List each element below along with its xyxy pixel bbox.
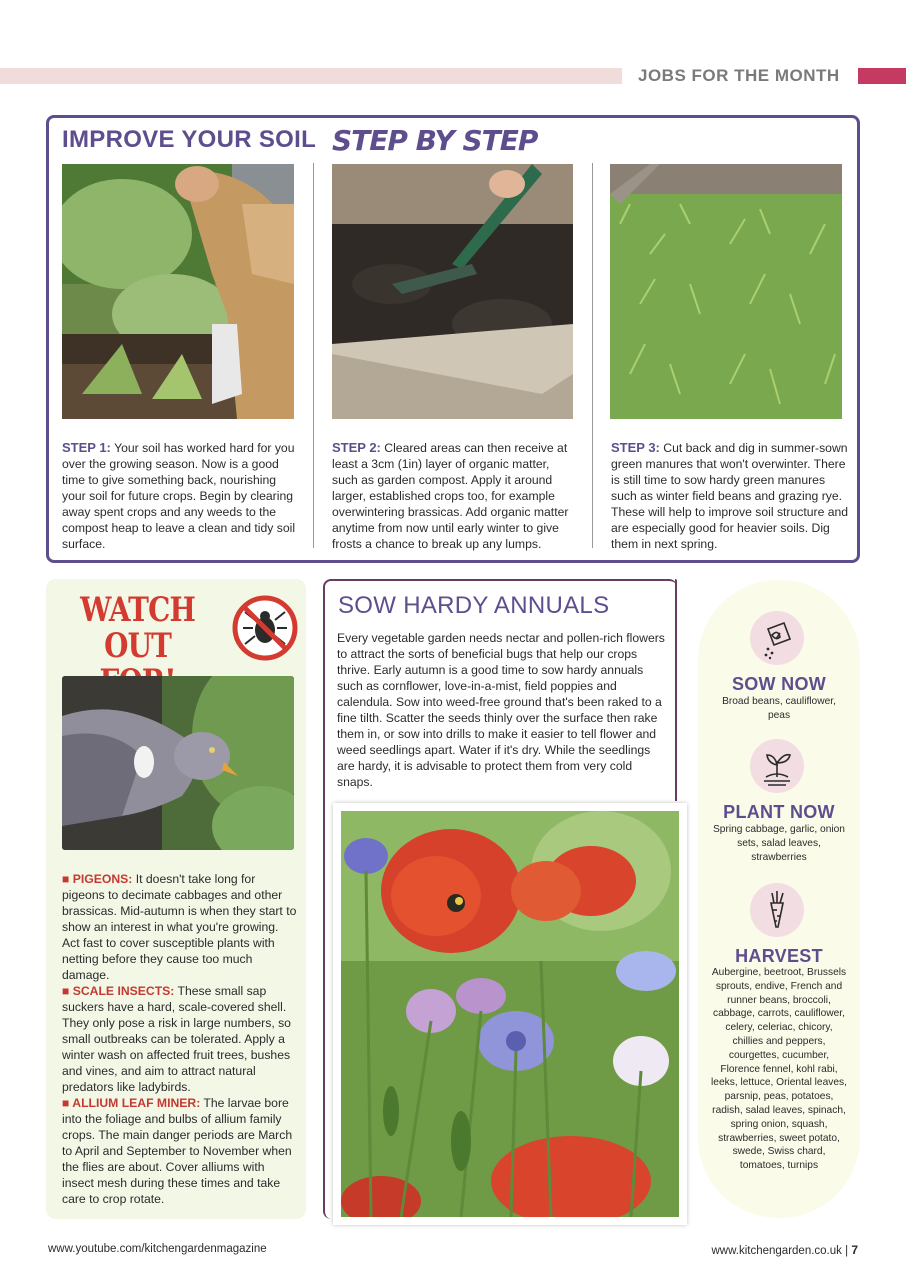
footer-right — [712, 1243, 859, 1257]
watch-out-text — [62, 871, 298, 1207]
step-1-label: STEP 1: — [62, 440, 111, 455]
step-1-body: Your soil has worked hard for you over the growing season. Now is a good time to give something back, nourishing your soil for future crops. Begin by clearing away spent crops and any weeds to the compost heap to leave a clean and tidy soil surface. — [62, 441, 296, 551]
step-2-body: Cleared areas can then receive at least a 3cm (1in) layer of organic matter, such as garden compost. Apply it around larger, established crops too, for example overwintering brassicas. Add organic matter anytime from now until early winter to give frosts a chance to break up any lumps. — [332, 441, 569, 551]
step-2-label: STEP 2: — [332, 440, 381, 455]
watch-item-text: These small sap suckers have a hard, scale-covered shell. They only pose a risk in large numbers, so small outbreaks can be tolerated. Apply a winter wash on affected fruit trees, bushes and vines, and aim to attract natural predators like ladybirds. — [62, 984, 291, 1094]
watch-item-text: It doesn't take long for pigeons to decimate cabbages and other brassicas. Mid-autumn is when they start to show an interest in what you're growing. Act fast to cover susceptible plants with netting before they cause too much damage. — [62, 872, 297, 982]
step-divider — [313, 163, 314, 548]
step-3-body: Cut back and dig in summer-sown green manures that won't overwinter. There is still time to sow hardy green manures such as winter field beans and grazing rye. These will help to improve soil structure and are especially good for heavier soils. Dig them in next spring. — [611, 441, 849, 551]
annuals-title: SOW HARDY ANNUALS — [338, 592, 610, 619]
step-1-photo — [62, 164, 294, 419]
flower-photo — [341, 811, 679, 1217]
watch-item — [62, 983, 298, 1095]
annuals-text: Every vegetable garden needs nectar and pollen-rich flowers to attract the sorts of beneficial bugs that help our crops thrive. Early autumn is a good time to sow hardy annuals such as cornflower, love-in-a-mist, field poppies and calendula. Sow into weed-free ground that's been raked to a fine tilth. Scatter the seeds thinly over the surface then rake them in, or sow into drills to make it easier to tell flower and weed seedlings apart. Water if it's dry. While the seedlings are hardy, it is advisable to protect them from very cold snaps. — [337, 631, 665, 789]
watch-item-label-text: ALLIUM LEAF MINER: — [72, 1096, 201, 1110]
watch-item-label: ■ SCALE INSECTS: — [62, 984, 175, 998]
watch-item — [62, 1095, 298, 1207]
step-2-photo — [332, 164, 573, 419]
seedling-icon — [750, 739, 804, 793]
harvest-title: HARVEST — [735, 946, 823, 966]
watch-item-label: ■ ALLIUM LEAF MINER: — [62, 1096, 201, 1110]
page-number: 7 — [851, 1243, 858, 1257]
header-bar — [0, 68, 622, 84]
annuals-panel-edge — [675, 579, 677, 801]
sow-now-text: Broad beans, cauliflower, peas — [722, 696, 836, 721]
carrot-icon — [750, 883, 804, 937]
watch-out-title-line-2: OUT — [104, 626, 172, 666]
watch-item-label: ■ PIGEONS: — [62, 872, 133, 886]
seed-packet-icon — [750, 611, 804, 665]
sow-now-title: SOW NOW — [731, 674, 827, 694]
step-1-text — [62, 440, 300, 552]
steps-subtitle: STEP BY STEP — [332, 124, 538, 157]
step-2-text — [332, 440, 578, 552]
step-3-text — [611, 440, 851, 552]
step-divider — [592, 163, 593, 548]
no-bug-icon — [231, 594, 299, 667]
step-3-photo — [610, 164, 842, 419]
harvest-text: Aubergine, beetroot, Brussels sprouts, endive, French and runner beans, broccoli, cabbage, carrots, cauliflower, celery, celeriac, chicory, chillies and peppers, courgettes, cucumber, Florence fennel, kohl rabi, leeks, lettuce, Oriental leaves, parsnip, peas, potatoes, radish, salad leaves, spinach, spring onion, squash, strawberries, sweet potato, swede, Swiss chard, tomatoes, turnips — [711, 967, 847, 1172]
pigeon-photo — [62, 676, 294, 850]
watch-item-label-text: PIGEONS: — [72, 872, 133, 886]
step-3-label: STEP 3: — [611, 440, 660, 455]
section-title: JOBS FOR THE MONTH — [638, 66, 840, 85]
plant-now-title: PLANT NOW — [723, 802, 835, 822]
footer-website-link[interactable]: www.kitchengarden.co.uk — [711, 1245, 842, 1257]
flower-photo-frame — [333, 803, 687, 1225]
plant-now-text: Spring cabbage, garlic, onion sets, salad leaves, strawberries — [713, 824, 845, 863]
watch-item-text: The larvae bore into the foliage and bulbs of allium family crops. The main danger periods are March to April and September to November when the flies are about. Cover alliums with insect mesh during these times and take care to crop rotate. — [62, 1096, 293, 1206]
footer-youtube-link[interactable]: www.youtube.com/kitchengardenmagazine — [48, 1243, 267, 1255]
watch-item-label-text: SCALE INSECTS: — [72, 984, 175, 998]
footer-separator: | — [845, 1245, 849, 1257]
watch-item — [62, 871, 298, 983]
header-accent — [858, 68, 906, 84]
steps-title: IMPROVE YOUR SOIL — [62, 126, 317, 153]
watch-out-title-line-1: WATCH — [80, 590, 195, 630]
